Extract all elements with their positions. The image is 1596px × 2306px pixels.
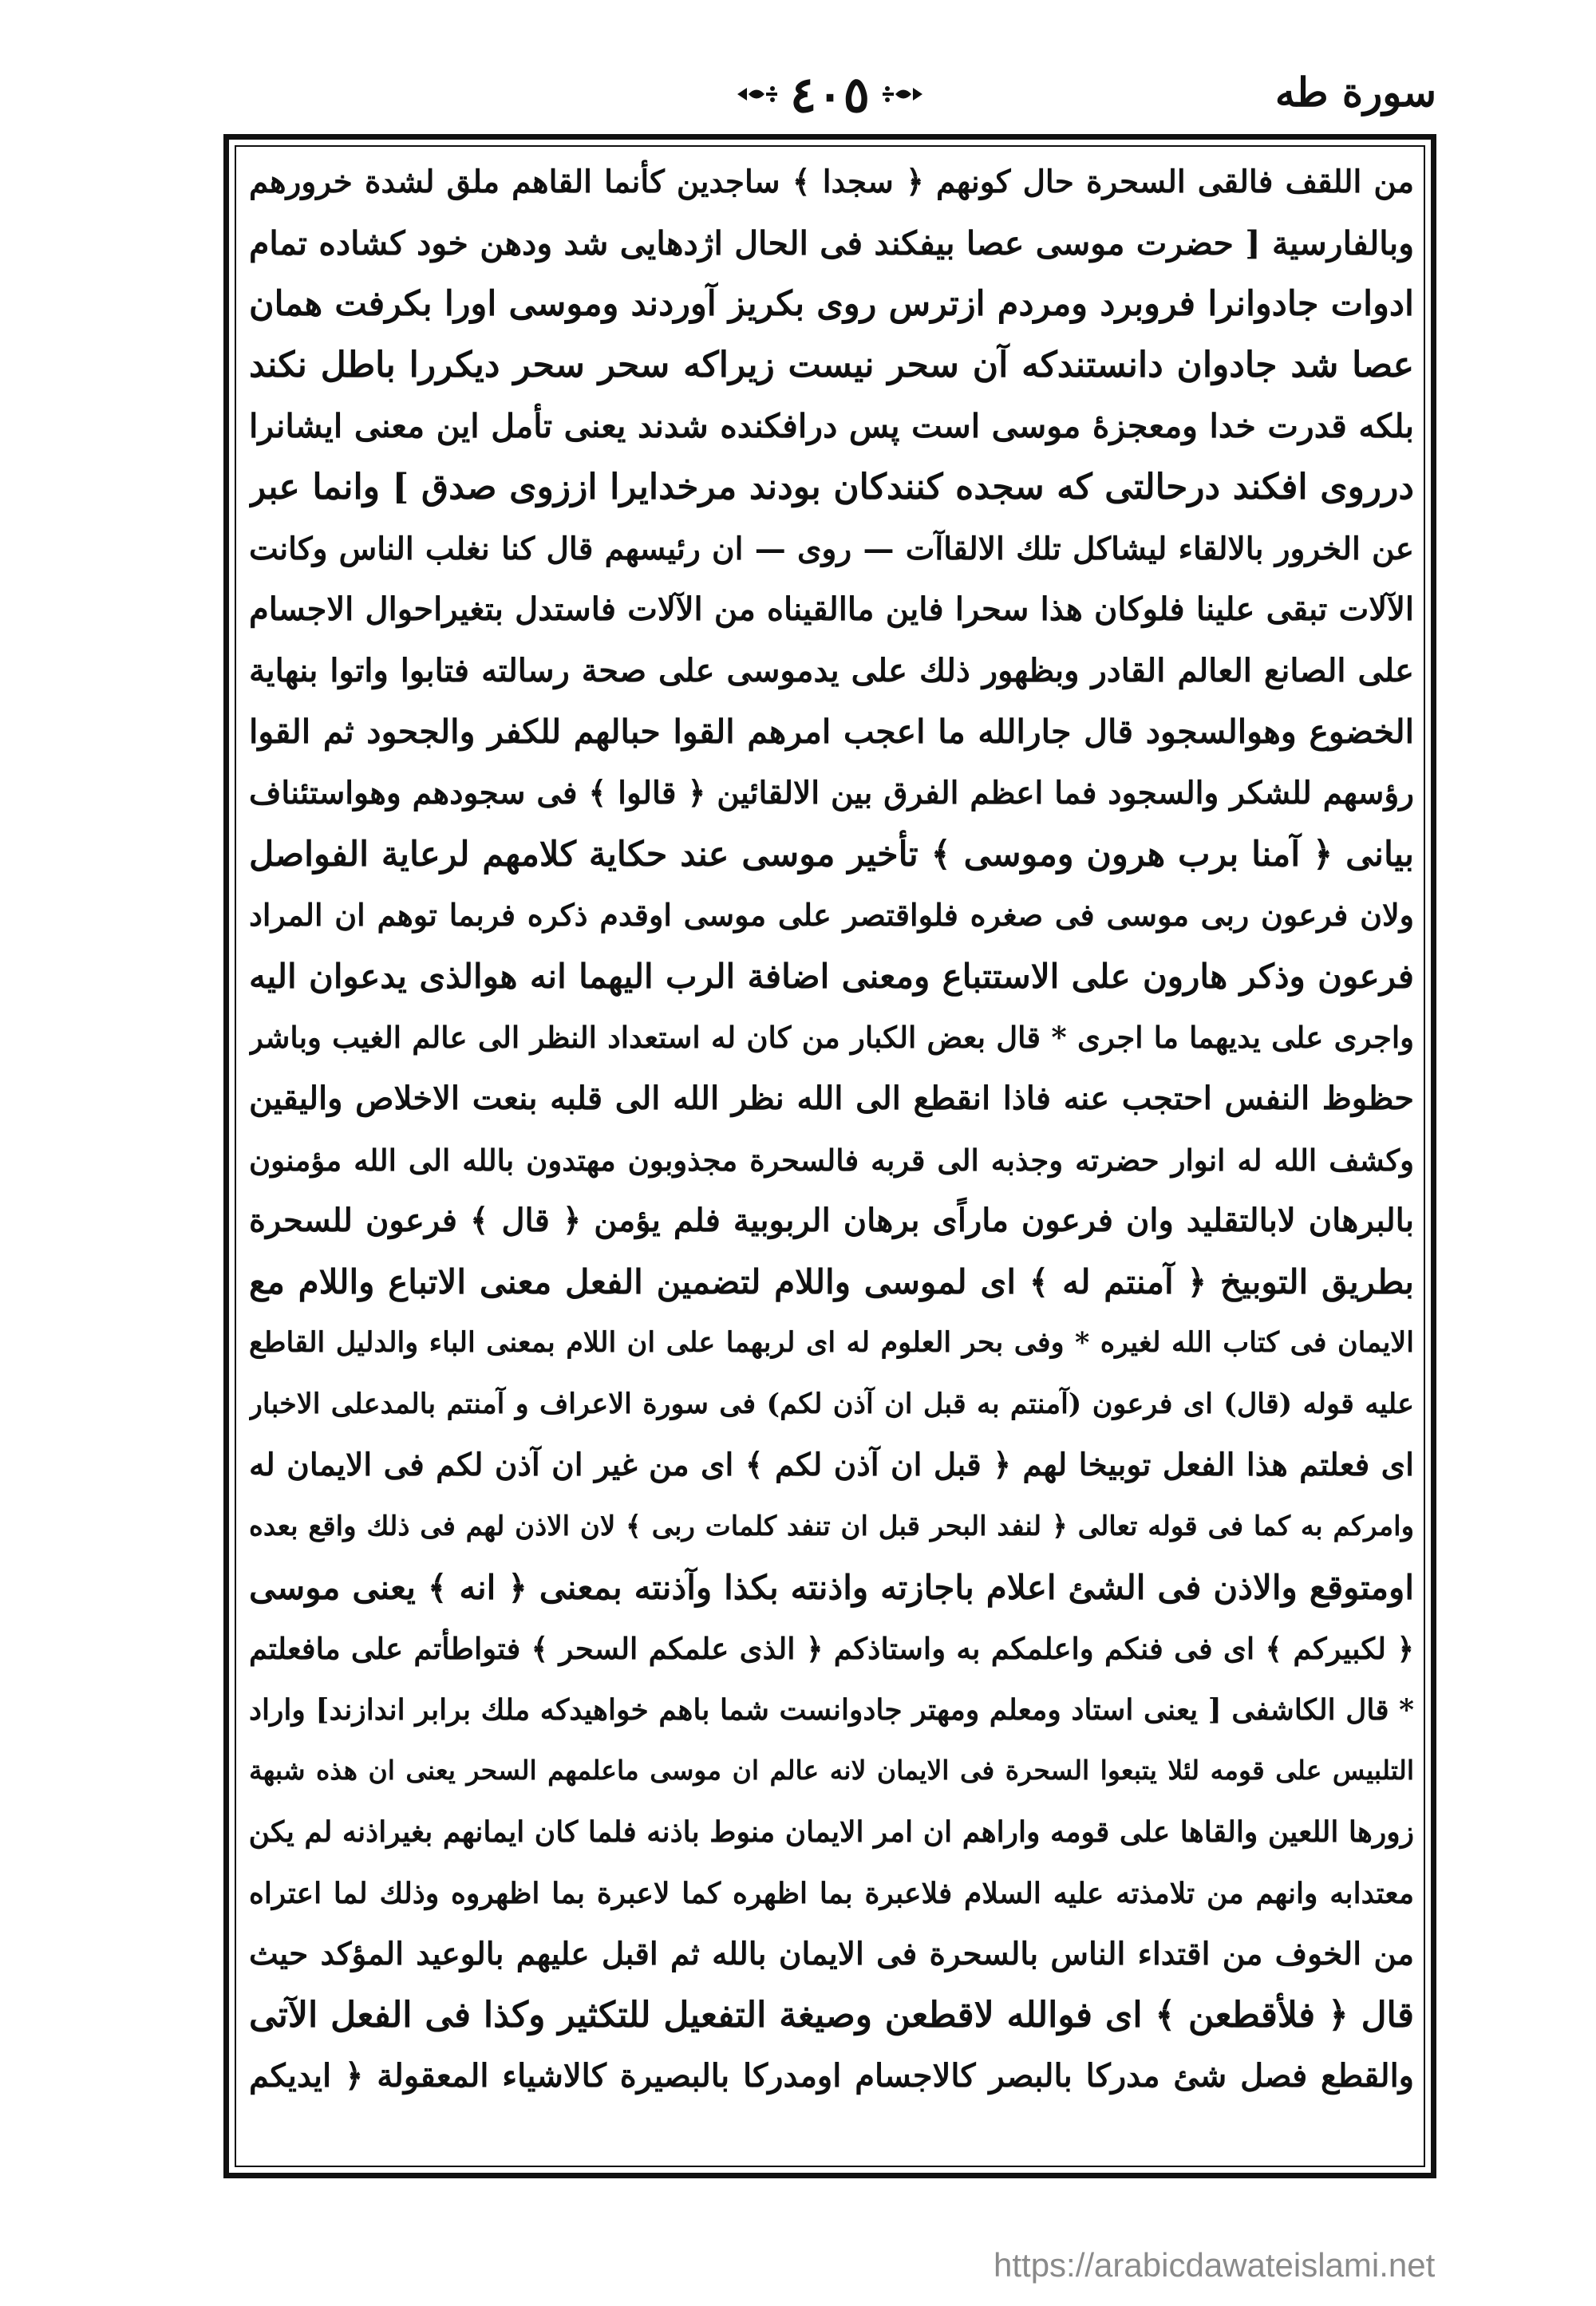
- text-line: عصا شد جادوان دانستندكه آن سحر نيست زيراكه سحر سحر ديكررا باطل نكند: [249, 344, 1414, 385]
- text-line: بالبرهان لابالتقليد وان فرعون ماراًى برهان الربوبية فلم يؤمن ﴿ قال ﴾ فرعون للسحرة: [249, 1202, 1414, 1240]
- text-line: اى فعلتم هذا الفعل توبيخا لهم ﴿ قبل ان آذن لكم ﴾ اى من غير ان آذن لكم فى الايمان له: [249, 1447, 1414, 1484]
- text-line: ادوات جادوانرا فروبرد ومردم ازترس روى بكريز آوردند وموسى اورا بكرفت همان: [249, 284, 1414, 325]
- text-line: ﴿ لكبيركم ﴾ اى فى فنكم واعلمكم به واستاذكم ﴿ الذى علمكم السحر ﴾ فتواطأتم على مافعلتم: [249, 1631, 1414, 1667]
- text-line: من الخوف من اقتداء الناس بالسحرة فى الايمان بالله ثم اقبل عليهم بالوعيد المؤكد حيث: [249, 1936, 1414, 1973]
- text-line: ولان فرعون ربى موسى فى صغره فلواقتصر على موسى اوقدم ذكره فربما توهم ان المراد: [249, 897, 1414, 934]
- text-line: بطريق التوبيخ ﴿ آمنتم له ﴾ اى لموسى واللام لتضمين الفعل معنى الاتباع واللام مع: [249, 1262, 1414, 1301]
- text-line: واجرى على يديهما ما اجرى * قال بعض الكبار من كان له استعداد النظر الى عالم الغيب وباشر: [249, 1020, 1414, 1056]
- ornament-right-icon: [881, 84, 924, 105]
- text-line: معتدابه وانهم من تلامذته عليه السلام فلاعبرة بما اظهره كما لاعبرة بما اظهروه وذلك لما اعتراه: [249, 1876, 1414, 1910]
- text-line: وامركم به كما فى قوله تعالى ﴿ لنفد البحر قبل ان تنفد كلمات ربى ﴾ لان الاذن لهم فى ذلك واقع بعده: [249, 1510, 1414, 1543]
- watermark-url: https://arabicdawateislami.net: [994, 2246, 1436, 2284]
- text-line: فرعون وذكر هارون على الاستتباع ومعنى اضافة الرب اليهما انه هوالذى يدعوان اليه: [249, 956, 1414, 996]
- text-line: الآلات تبقى علينا فلوكان هذا سحرا فاين ماالقيناه من الآلات فاستدل بتغيراحوال الاجسام: [249, 590, 1414, 629]
- text-line: والقطع فصل شئ مدركا بالبصر كالاجسام اومدركا بالبصيرة كالاشياء المعقولة ﴿ ايديكم: [249, 2057, 1414, 2095]
- ornament-left-icon: [736, 84, 779, 105]
- text-line: درروى افكند درحالتى كه سجده كنندكان بودند مرخدايرا اززوى صدق ] وانما عبر: [249, 466, 1414, 507]
- text-line: وبالفارسية [ حضرت موسى عصا بيفكند فى الحال اژدهايى شد ودهن خود كشاده تمام: [249, 223, 1414, 263]
- text-line: بيانى ﴿ آمنا برب هرون وموسى ﴾ تأخير موسى عند حكاية كلامهم لرعاية الفواصل: [249, 834, 1414, 875]
- body-text: [249, 152, 1414, 2107]
- text-line: وكشف الله له انوار حضرته وجذبه الى قربه فالسحرة مجذوبون مهتدون بالله الى الله مؤمنون: [249, 1142, 1414, 1178]
- text-line: قال ﴿ فلأقطعن ﴾ اى فوالله لاقطعن وصيغة التفعيل للتكثير وكذا فى الفعل الآتى: [249, 1994, 1414, 2036]
- text-line: الايمان فى كتاب الله لغيره * وفى بحر العلوم له اى لربهما على ان اللام بمعنى الباء والدليل القاطع: [249, 1326, 1414, 1360]
- text-line: عليه قوله (قال) اى فرعون (آمنتم به قبل ان آذن لكم) فى سورة الاعراف و آمنتم بالمدعلى الاخبار: [249, 1387, 1414, 1420]
- text-line: حظوظ النفس احتجب عنه فاذا انقطع الى الله نظر الله الى قلبه بنعت الاخلاص واليقين: [249, 1079, 1414, 1117]
- text-line: بلكه قدرت خدا ومعجزهٔ موسى است پس درافكنده شدند يعنى تأمل اين معنى ايشانرا: [249, 407, 1414, 446]
- page-number-area: [718, 62, 942, 126]
- surah-title: سورة طه: [1274, 69, 1436, 116]
- text-line: التلبيس على قومه لئلا يتبعوا السحرة فى الايمان لانه عالم ان موسى ماعلمهم السحر يعنى ان هذه شبهة: [249, 1755, 1414, 1787]
- page-number: ٤٠٥: [790, 65, 870, 124]
- text-line: من اللقف فالقى السحرة حال كونهم ﴿ سجدا ﴾ ساجدين كأنما القاهم ملق لشدة خرورهم: [249, 164, 1414, 200]
- text-line: رؤسهم للشكر والسجود فما اعظم الفرق بين الالقائين ﴿ قالوا ﴾ فى سجودهم وهواستئناف: [249, 774, 1414, 811]
- text-line: على الصانع العالم القادر وبظهور ذلك على يدموسى على صحة رسالته فتابوا واتوا بنهاية: [249, 651, 1414, 689]
- text-line: * قال الكاشفى [ يعنى استاد ومعلم ومهتر جادوانست شما باهم خواهيدكه ملك برابر اندازند] واراد: [249, 1692, 1414, 1727]
- text-line: الخضوع وهوالسجود قال جارالله ما اعجب امرهم القوا حبالهم للكفر والجحود ثم القوا: [249, 713, 1414, 752]
- text-line: اومتوقع والاذن فى الشئ اعلام باجازته واذنته بكذا وآذنته بمعنى ﴿ انه ﴾ يعنى موسى: [249, 1567, 1414, 1607]
- text-line: زورها اللعين والقاها على قومه واراهم ان امر الايمان منوط باذنه فلما كان ايمانهم بغيراذنه لم يكن: [249, 1815, 1414, 1850]
- page-header: [223, 62, 1436, 134]
- text-line: عن الخرور بالالقاء ليشاكل تلك الالقاآت — روى — ان رئيسهم قال كنا نغلب الناس وكانت: [249, 530, 1414, 567]
